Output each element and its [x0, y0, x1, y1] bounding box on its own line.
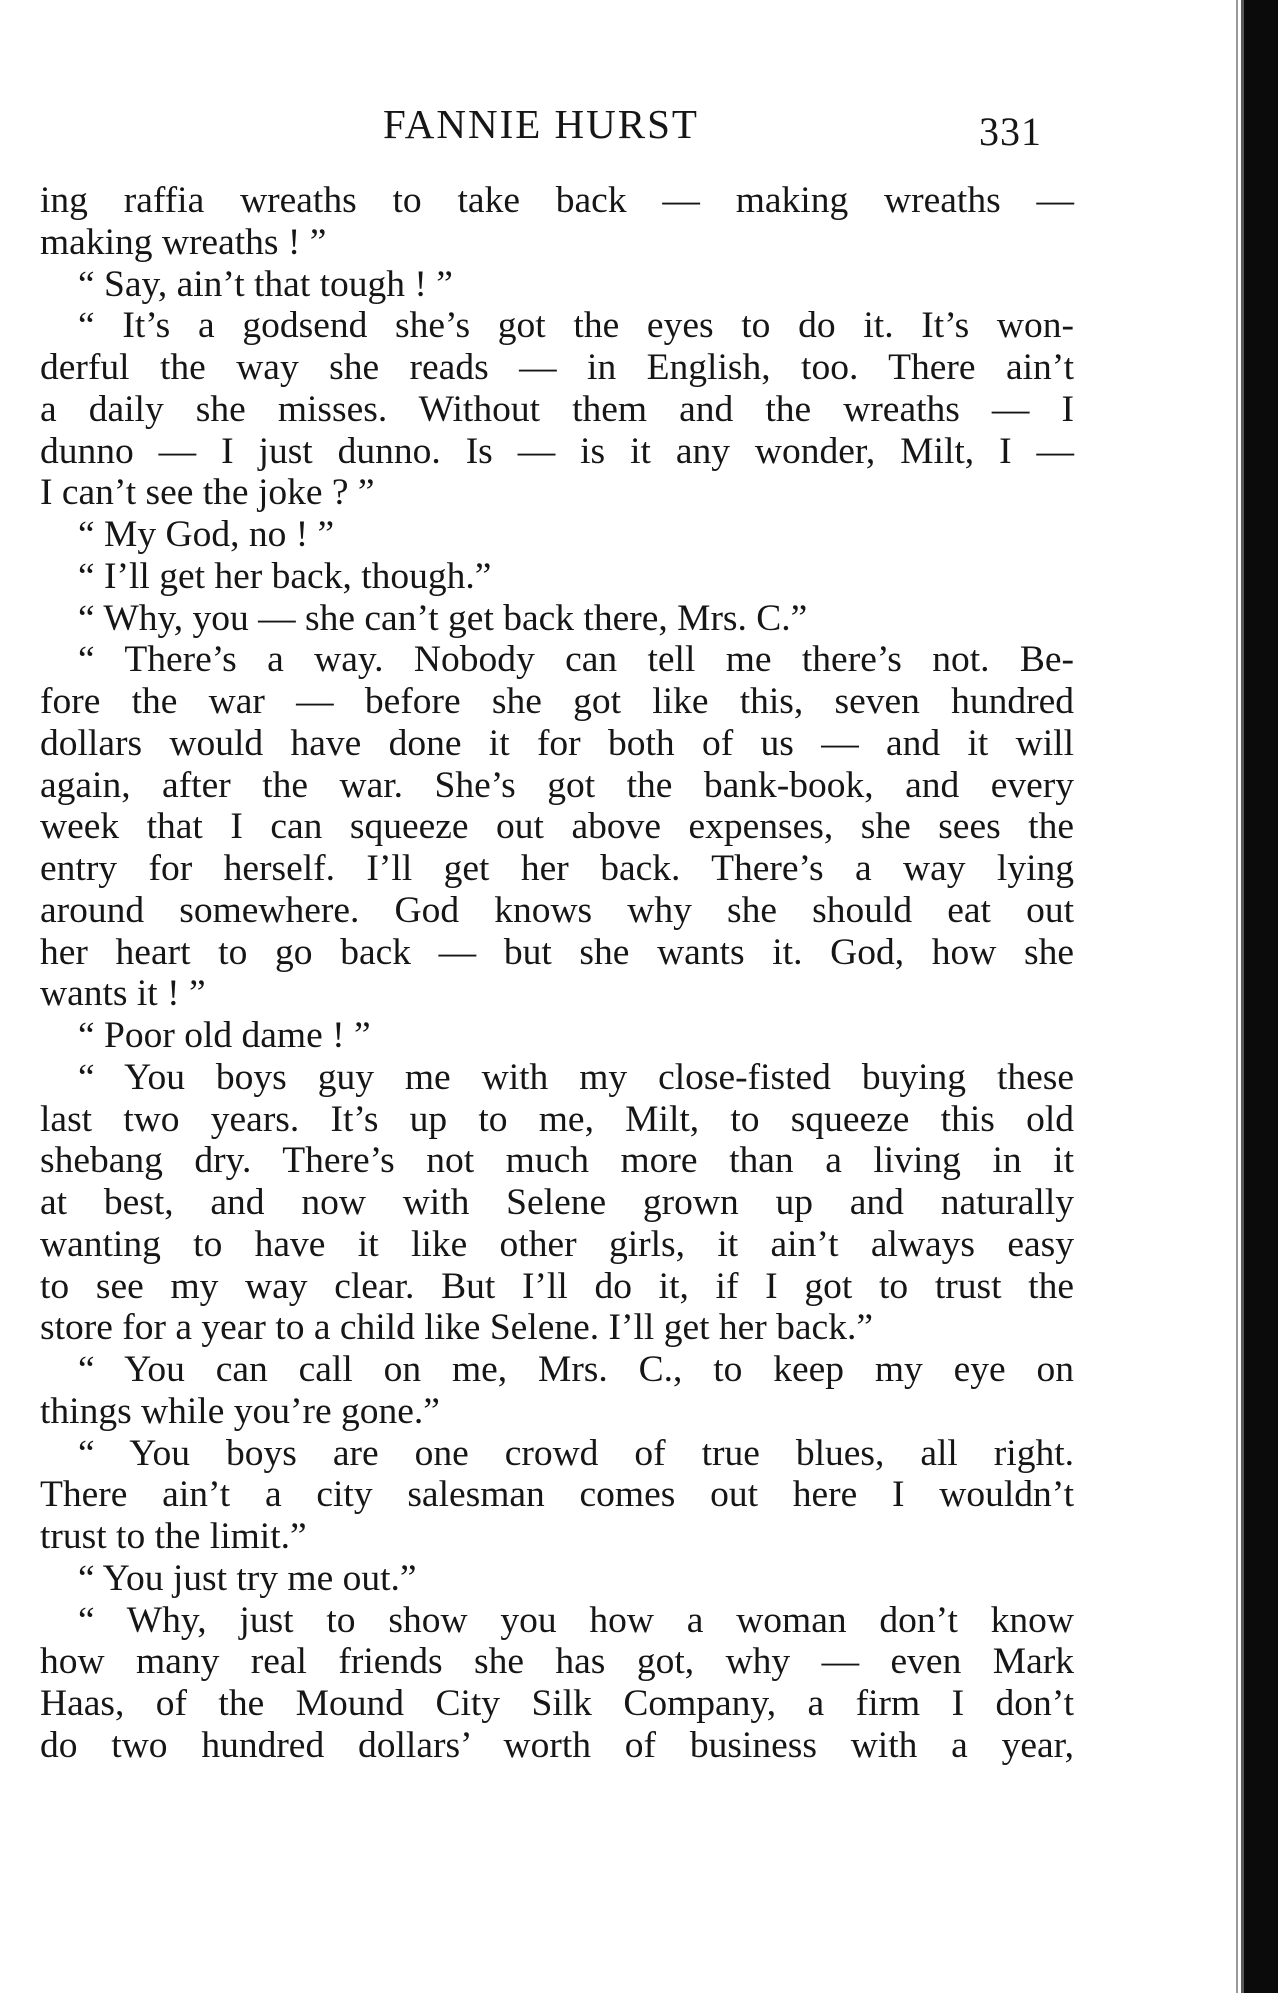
text-line: store for a year to a child like Selene. I’ll get her back.”	[40, 1307, 873, 1349]
text-line: dunno — I just dunno. Is — is it any wonder, Milt, I —	[40, 430, 1074, 472]
text-line: derful the way she reads — in English, too. There ain’t	[40, 347, 1074, 388]
text-line: how many real friends she has got, why — even Mark	[40, 1641, 1074, 1683]
text-line: do two hundred dollars’ worth of business with a year,	[40, 1724, 1074, 1766]
text-line: at best, and now with Selene grown up and naturally	[40, 1182, 1074, 1223]
text-line: “ Why, just to show you how a woman don’t know	[78, 1599, 1074, 1641]
text-line: “ Say, ain’t that tough ! ”	[78, 263, 453, 305]
text-line: “ You just try me out.”	[78, 1557, 417, 1599]
text-line: making wreaths ! ”	[40, 221, 327, 263]
text-line: “ Poor old dame ! ”	[78, 1015, 371, 1056]
text-line: dollars would have done it for both of us — and it will	[40, 722, 1074, 764]
text-line: Haas, of the Mound City Silk Company, a firm I don’t	[40, 1683, 1074, 1724]
text-line: “ There’s a way. Nobody can tell me there’s not. Be-	[78, 639, 1074, 681]
running-head	[40, 100, 1042, 154]
text-line: “ It’s a godsend she’s got the eyes to do it. It’s won-	[78, 305, 1074, 347]
text-line: a daily she misses. Without them and the wreaths — I	[40, 388, 1074, 430]
text-line: “ You boys are one crowd of true blues, all right.	[78, 1432, 1074, 1474]
text-line: “ Why, you — she can’t get back there, Mrs. C.”	[78, 597, 808, 639]
text-line: “ I’ll get her back, though.”	[78, 555, 492, 597]
text-line: things while you’re gone.”	[40, 1390, 440, 1432]
text-line: entry for herself. I’ll get her back. There’s a way lying	[40, 848, 1074, 889]
text-line: her heart to go back — but she wants it. God, how she	[40, 931, 1074, 973]
text-line: again, after the war. She’s got the bank-book, and every	[40, 764, 1074, 806]
text-line: I can’t see the joke ? ”	[40, 472, 375, 514]
text-line: around somewhere. God knows why she should eat out	[40, 889, 1074, 931]
binding-gutter-shadow	[1244, 0, 1278, 1993]
text-line: shebang dry. There’s not much more than a living in it	[40, 1140, 1074, 1182]
body-text	[40, 180, 1074, 1767]
binding-edge-highlight	[1236, 0, 1238, 1993]
text-line: “ You can call on me, Mrs. C., to keep my eye on	[78, 1349, 1074, 1390]
text-line: to see my way clear. But I’ll do it, if I got to trust the	[40, 1265, 1074, 1307]
text-line: There ain’t a city salesman comes out here I wouldn’t	[40, 1474, 1074, 1516]
text-line: wanting to have it like other girls, it ain’t always easy	[40, 1223, 1074, 1265]
text-line: wants it ! ”	[40, 973, 206, 1015]
text-line: fore the war — before she got like this, seven hundred	[40, 681, 1074, 722]
text-line: ing raffia wreaths to take back — making wreaths —	[40, 180, 1074, 221]
text-line: week that I can squeeze out above expenses, she sees the	[40, 806, 1074, 848]
running-title: FANNIE HURST	[383, 101, 699, 147]
page-number: 331	[979, 109, 1042, 154]
text-line: last two years. It’s up to me, Milt, to squeeze this old	[40, 1098, 1074, 1140]
text-line: trust to the limit.”	[40, 1516, 307, 1557]
text-line: “ My God, no ! ”	[78, 514, 335, 555]
text-line: “ You boys guy me with my close-fisted buying these	[78, 1056, 1074, 1098]
